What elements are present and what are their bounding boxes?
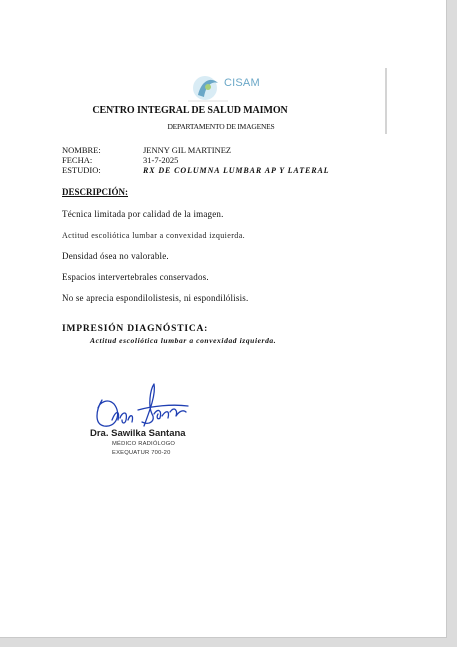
study-name: RX DE COLUMNA LUMBAR AP Y LATERAL — [143, 166, 330, 175]
exam-date: 31-7-2025 — [143, 155, 179, 165]
logo-text: CISAM — [224, 77, 260, 89]
cisam-logo-icon — [188, 73, 228, 105]
impression-heading: IMPRESIÓN DIAGNÓSTICA: — [62, 324, 209, 334]
impression-text: Actitud escoliótica lumbar a convexidad izquierda. — [90, 336, 277, 345]
doctor-title: MÉDICO RADIÓLOGO — [112, 441, 176, 447]
finding-item: Técnica limitada por calidad de la imagen. — [62, 209, 224, 219]
description-heading: DESCRIPCIÓN: — [62, 187, 129, 197]
department-name: DEPARTAMENTO DE IMAGENES — [167, 122, 275, 131]
doctor-name: Dra. Sawilka Santana — [90, 428, 186, 439]
handwritten-signature — [92, 380, 192, 432]
finding-item: No se aprecia espondilolistesis, ni espondilólisis. — [62, 293, 249, 303]
finding-item: Actitud escoliótica lumbar a convexidad izquierda. — [62, 231, 246, 240]
doctor-license: EXEQUATUR 700-20 — [112, 450, 171, 456]
patient-name: JENNY GIL MARTINEZ — [143, 145, 232, 155]
cisam-logo — [188, 73, 266, 107]
finding-item: Densidad ósea no valorable. — [62, 251, 169, 261]
name-label: NOMBRE: — [62, 145, 101, 155]
study-label: ESTUDIO: — [62, 165, 101, 175]
institution-name: CENTRO INTEGRAL DE SALUD MAIMON — [92, 105, 288, 116]
date-label: FECHA: — [62, 155, 93, 165]
finding-item: Espacios intervertebrales conservados. — [62, 272, 209, 282]
